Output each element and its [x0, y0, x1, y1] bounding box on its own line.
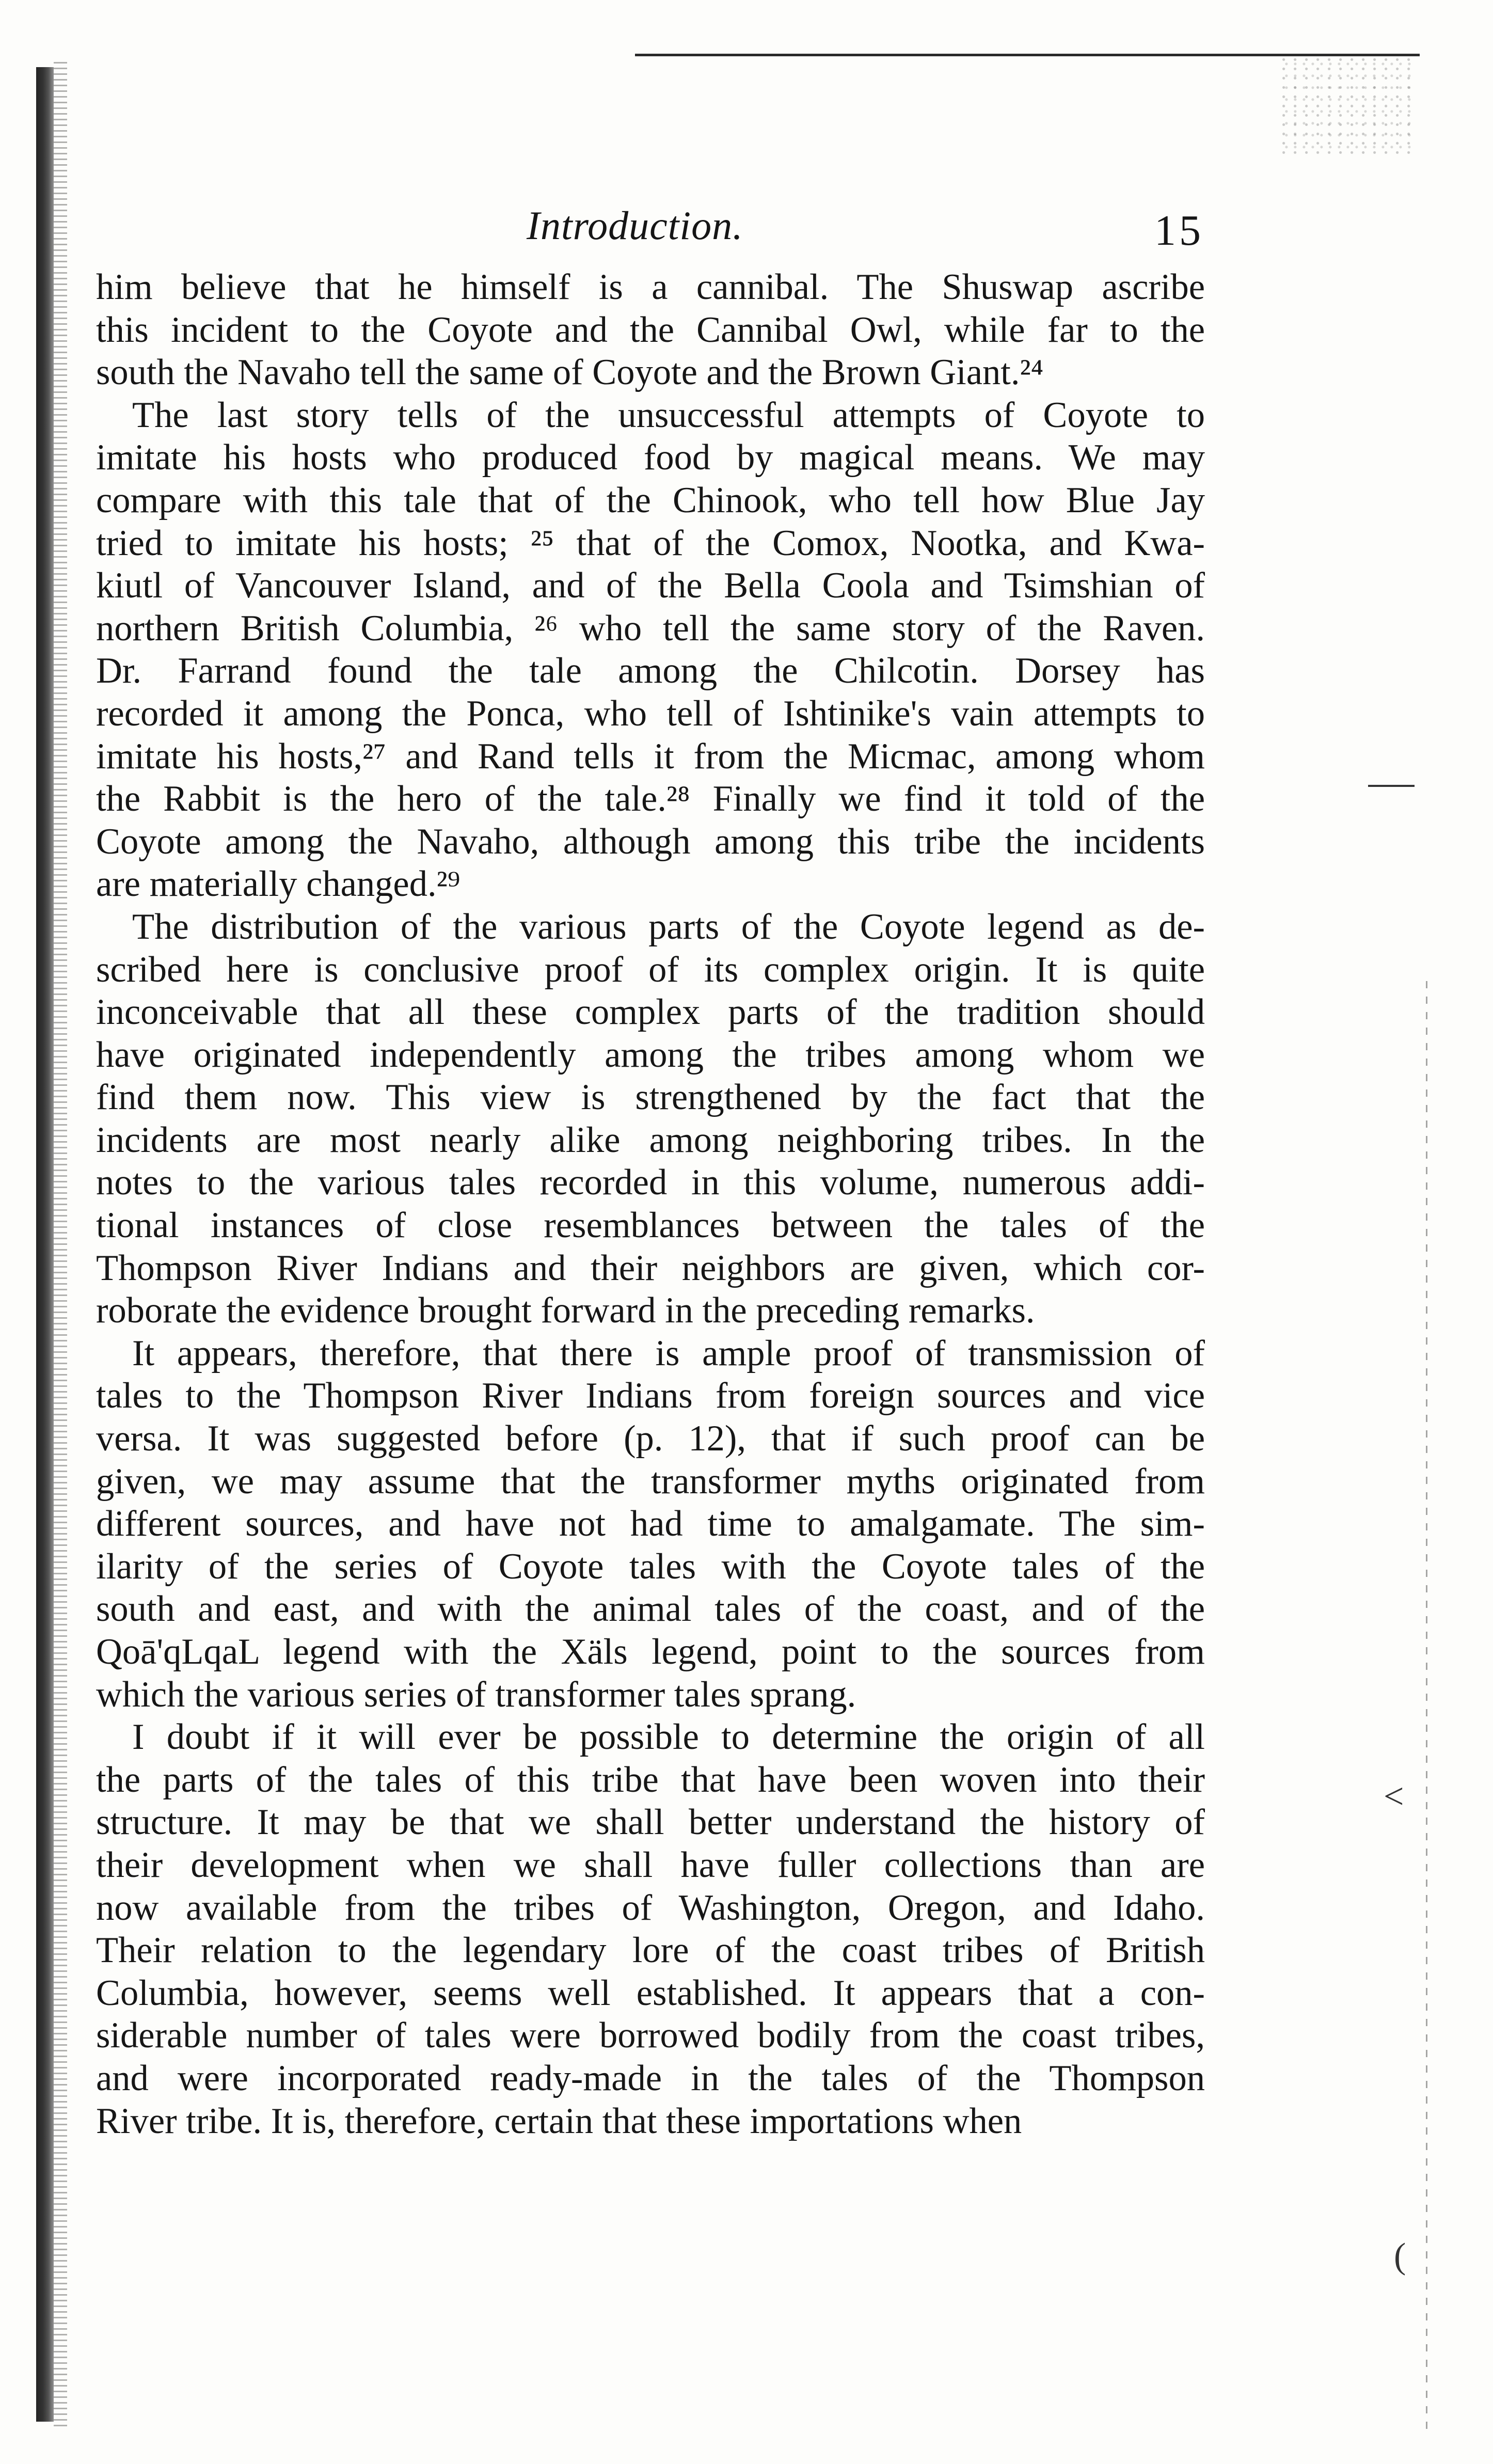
text-line: compare with this tale that of the Chinook, who tell how Blue Jay — [96, 480, 1205, 520]
text-line: inconceivable that all these complex parts of the tradition should — [96, 992, 1205, 1033]
text-line: The distribution of the various parts of the Coyote legend as de- — [132, 906, 1205, 947]
text-line: River tribe. It is, therefore, certain that these importations when — [96, 2100, 1022, 2141]
paragraph — [96, 1332, 1205, 1716]
text-line: the Rabbit is the hero of the tale.²⁸ Finally we find it told of the — [96, 779, 1205, 819]
text-line: south and east, and with the animal tales of the coast, and of the — [96, 1589, 1205, 1630]
margin-dash — [1368, 785, 1415, 787]
text-line: and were incorporated ready-made in the tales of the Thompson — [96, 2058, 1205, 2098]
text-line: ilarity of the series of Coyote tales with the Coyote tales of the — [96, 1546, 1205, 1587]
text-line: imitate his hosts who produced food by magical means. We may — [96, 437, 1205, 478]
text-line: siderable number of tales were borrowed bodily from the coast tribes, — [96, 2015, 1205, 2056]
text-line: given, we may assume that the transformer myths originated from — [96, 1461, 1205, 1502]
text-line: kiutl of Vancouver Island, and of the Bella Coola and Tsimshian of — [96, 565, 1205, 606]
text-line: have originated independently among the tribes among whom we — [96, 1034, 1205, 1075]
text-line: their development when we shall have fuller collections than are — [96, 1844, 1205, 1885]
paragraph — [96, 394, 1205, 906]
text-line: Thompson River Indians and their neighbors are given, which cor- — [96, 1247, 1205, 1288]
text-line: incidents are most nearly alike among neighboring tribes. In the — [96, 1119, 1205, 1160]
text-line: recorded it among the Ponca, who tell of Ishtinike's vain attempts to — [96, 693, 1205, 734]
text-line: which the various series of transformer tales sprang. — [96, 1674, 856, 1715]
text-line: Columbia, however, seems well established. It appears that a con- — [96, 1972, 1205, 2013]
text-line: Coyote among the Navaho, although among this tribe the incidents — [96, 821, 1205, 862]
text-line: northern British Columbia, ²⁶ who tell the same story of the Raven. — [96, 608, 1205, 649]
text-line: the parts of the tales of this tribe that have been woven into their — [96, 1759, 1205, 1800]
binding-speckle — [54, 62, 67, 2427]
text-line: Dr. Farrand found the tale among the Chilcotin. Dorsey has — [96, 651, 1205, 691]
text-line: imitate his hosts,²⁷ and Rand tells it from the Micmac, among whom — [96, 736, 1205, 777]
margin-mark: < — [1384, 1777, 1404, 1817]
text-line: this incident to the Coyote and the Cannibal Owl, while far to the — [96, 309, 1205, 350]
top-scan-rule — [635, 54, 1420, 56]
text-line: scribed here is conclusive proof of its complex origin. It is quite — [96, 949, 1205, 990]
text-line: are materially changed.²⁹ — [96, 864, 460, 905]
text-line: I doubt if it will ever be possible to determine the origin of all — [132, 1717, 1205, 1758]
paragraph — [96, 1716, 1205, 2142]
text-line: The last story tells of the unsuccessful attempts of Coyote to — [132, 394, 1205, 435]
paragraph — [96, 266, 1205, 394]
body-text — [96, 266, 1205, 2142]
text-line: tales to the Thompson River Indians from foreign sources and vice — [96, 1376, 1205, 1416]
text-line: tional instances of close resemblances between the tales of the — [96, 1205, 1205, 1246]
text-line: structure. It may be that we shall better understand the history of — [96, 1802, 1205, 1843]
text-line: Qoā'qLqaL legend with the Xäls legend, point to the sources from — [96, 1632, 1205, 1672]
text-line: different sources, and have not had time to amalgamate. The sim- — [96, 1504, 1205, 1544]
right-edge-line — [1426, 981, 1427, 2437]
binding-shadow — [36, 67, 54, 2422]
corner-scan-noise — [1280, 57, 1415, 155]
text-line: notes to the various tales recorded in this volume, numerous addi- — [96, 1162, 1205, 1203]
page-number: 15 — [1154, 207, 1204, 255]
text-line: him believe that he himself is a cannibal. The Shuswap ascribe — [96, 267, 1205, 307]
paragraph — [96, 906, 1205, 1332]
text-line: now available from the tribes of Washington, Oregon, and Idaho. — [96, 1887, 1205, 1928]
text-line: south the Navaho tell the same of Coyote and the Brown Giant.²⁴ — [96, 352, 1044, 393]
text-line: Their relation to the legendary lore of the coast tribes of British — [96, 1930, 1205, 1971]
text-line: versa. It was suggested before (p. 12), that if such proof can be — [96, 1418, 1205, 1459]
text-line: It appears, therefore, that there is ample proof of transmission of — [132, 1333, 1205, 1373]
text-line: tried to imitate his hosts; ²⁵ that of the Comox, Nootka, and Kwa- — [96, 523, 1205, 563]
text-line: roborate the evidence brought forward in the preceding remarks. — [96, 1290, 1035, 1331]
text-line: find them now. This view is strengthened by the fact that the — [96, 1077, 1205, 1118]
running-head: Introduction. — [527, 203, 743, 248]
margin-mark: ( — [1394, 2236, 1406, 2276]
